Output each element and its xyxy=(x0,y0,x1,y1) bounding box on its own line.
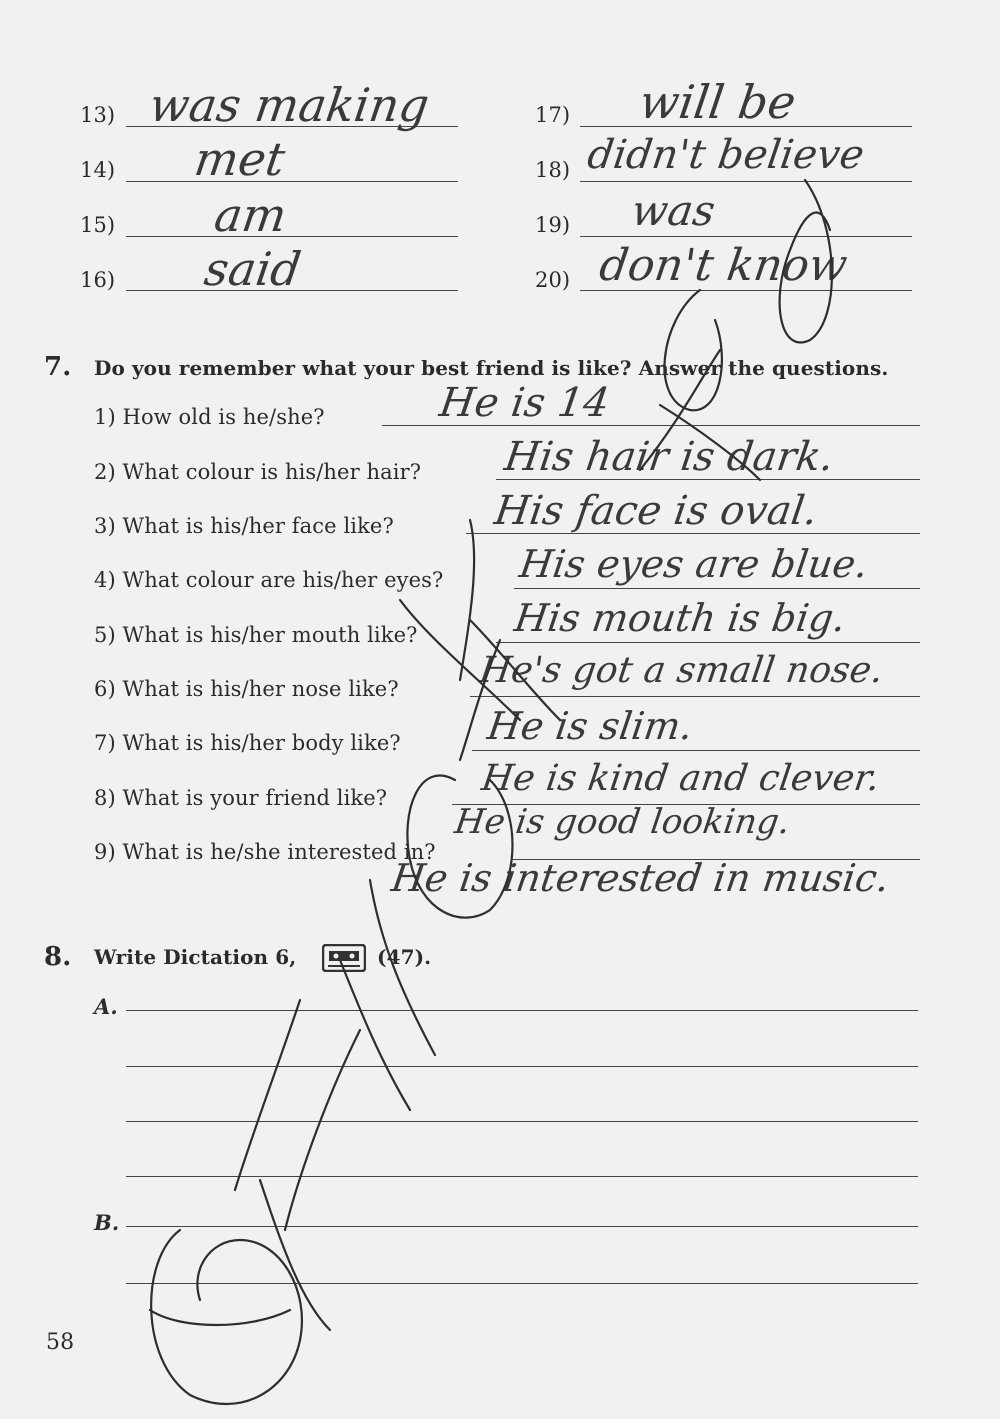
answer-line xyxy=(514,588,920,589)
question: 2) What colour is his/her hair? xyxy=(94,460,422,484)
question: 5) What is his/her mouth like? xyxy=(94,623,418,647)
page-number: 58 xyxy=(46,1330,75,1355)
item-number: 19) xyxy=(535,213,571,237)
item-number: 14) xyxy=(80,158,116,182)
item-number: 15) xyxy=(80,213,116,237)
handwritten-answer: He is kind and clever. xyxy=(479,758,883,799)
exercise-instruction: Do you remember what your best friend is like? Answer the questions. xyxy=(94,356,889,380)
handwritten-answer: He is slim. xyxy=(484,704,696,748)
question: 4) What colour are his/her eyes? xyxy=(94,568,444,592)
question: 9) What is he/she interested in? xyxy=(94,840,436,864)
writing-line xyxy=(126,1226,918,1227)
handwritten-answer: met xyxy=(191,132,289,186)
handwritten-answer: was making xyxy=(146,78,433,132)
answer-line xyxy=(470,696,920,697)
answer-line xyxy=(126,181,458,182)
handwritten-answer: His hair is dark. xyxy=(501,434,837,480)
item-number: 16) xyxy=(80,268,116,292)
writing-line xyxy=(126,1283,918,1284)
exercise-number: 8. xyxy=(44,942,72,972)
item-number: 17) xyxy=(535,103,571,127)
writing-line xyxy=(126,1066,918,1067)
handwritten-answer: will be xyxy=(636,75,800,129)
answer-line xyxy=(580,236,912,237)
item-number: 13) xyxy=(80,103,116,127)
exercise-reference: (47). xyxy=(377,945,432,969)
handwritten-answer: He is interested in music. xyxy=(388,856,893,900)
question: 6) What is his/her nose like? xyxy=(94,677,399,701)
writing-line xyxy=(126,1121,918,1122)
answer-line xyxy=(472,750,920,751)
exercise-number: 7. xyxy=(44,352,72,382)
handwritten-answer: don't know xyxy=(596,240,851,291)
handwritten-answer: He's got a small nose. xyxy=(477,650,886,691)
item-number: 18) xyxy=(535,158,571,182)
question: 8) What is your friend like? xyxy=(94,786,388,810)
handwritten-answer: was xyxy=(628,186,719,235)
handwritten-answer: His mouth is big. xyxy=(511,596,849,640)
handwritten-answer: am xyxy=(211,188,291,242)
handwritten-answer: didn't believe xyxy=(584,132,867,178)
part-label-a: A. xyxy=(94,994,118,1019)
question: 1) How old is he/she? xyxy=(94,405,325,429)
handwritten-answer: said xyxy=(201,242,305,296)
handwritten-answer: His face is oval. xyxy=(491,488,821,534)
cassette-icon xyxy=(322,944,366,972)
handwritten-answer: He is 14 xyxy=(436,380,613,426)
answer-line xyxy=(126,236,458,237)
handwritten-answer: His eyes are blue. xyxy=(516,542,871,586)
item-number: 20) xyxy=(535,268,571,292)
answer-line xyxy=(580,181,912,182)
writing-line xyxy=(126,1176,918,1177)
answer-line xyxy=(496,642,920,643)
writing-line xyxy=(126,1010,918,1011)
question: 7) What is his/her body like? xyxy=(94,731,401,755)
exercise-instruction: Write Dictation 6, xyxy=(94,945,297,969)
question: 3) What is his/her face like? xyxy=(94,514,394,538)
handwritten-answer: He is good looking. xyxy=(452,802,793,842)
part-label-b: B. xyxy=(94,1210,120,1235)
